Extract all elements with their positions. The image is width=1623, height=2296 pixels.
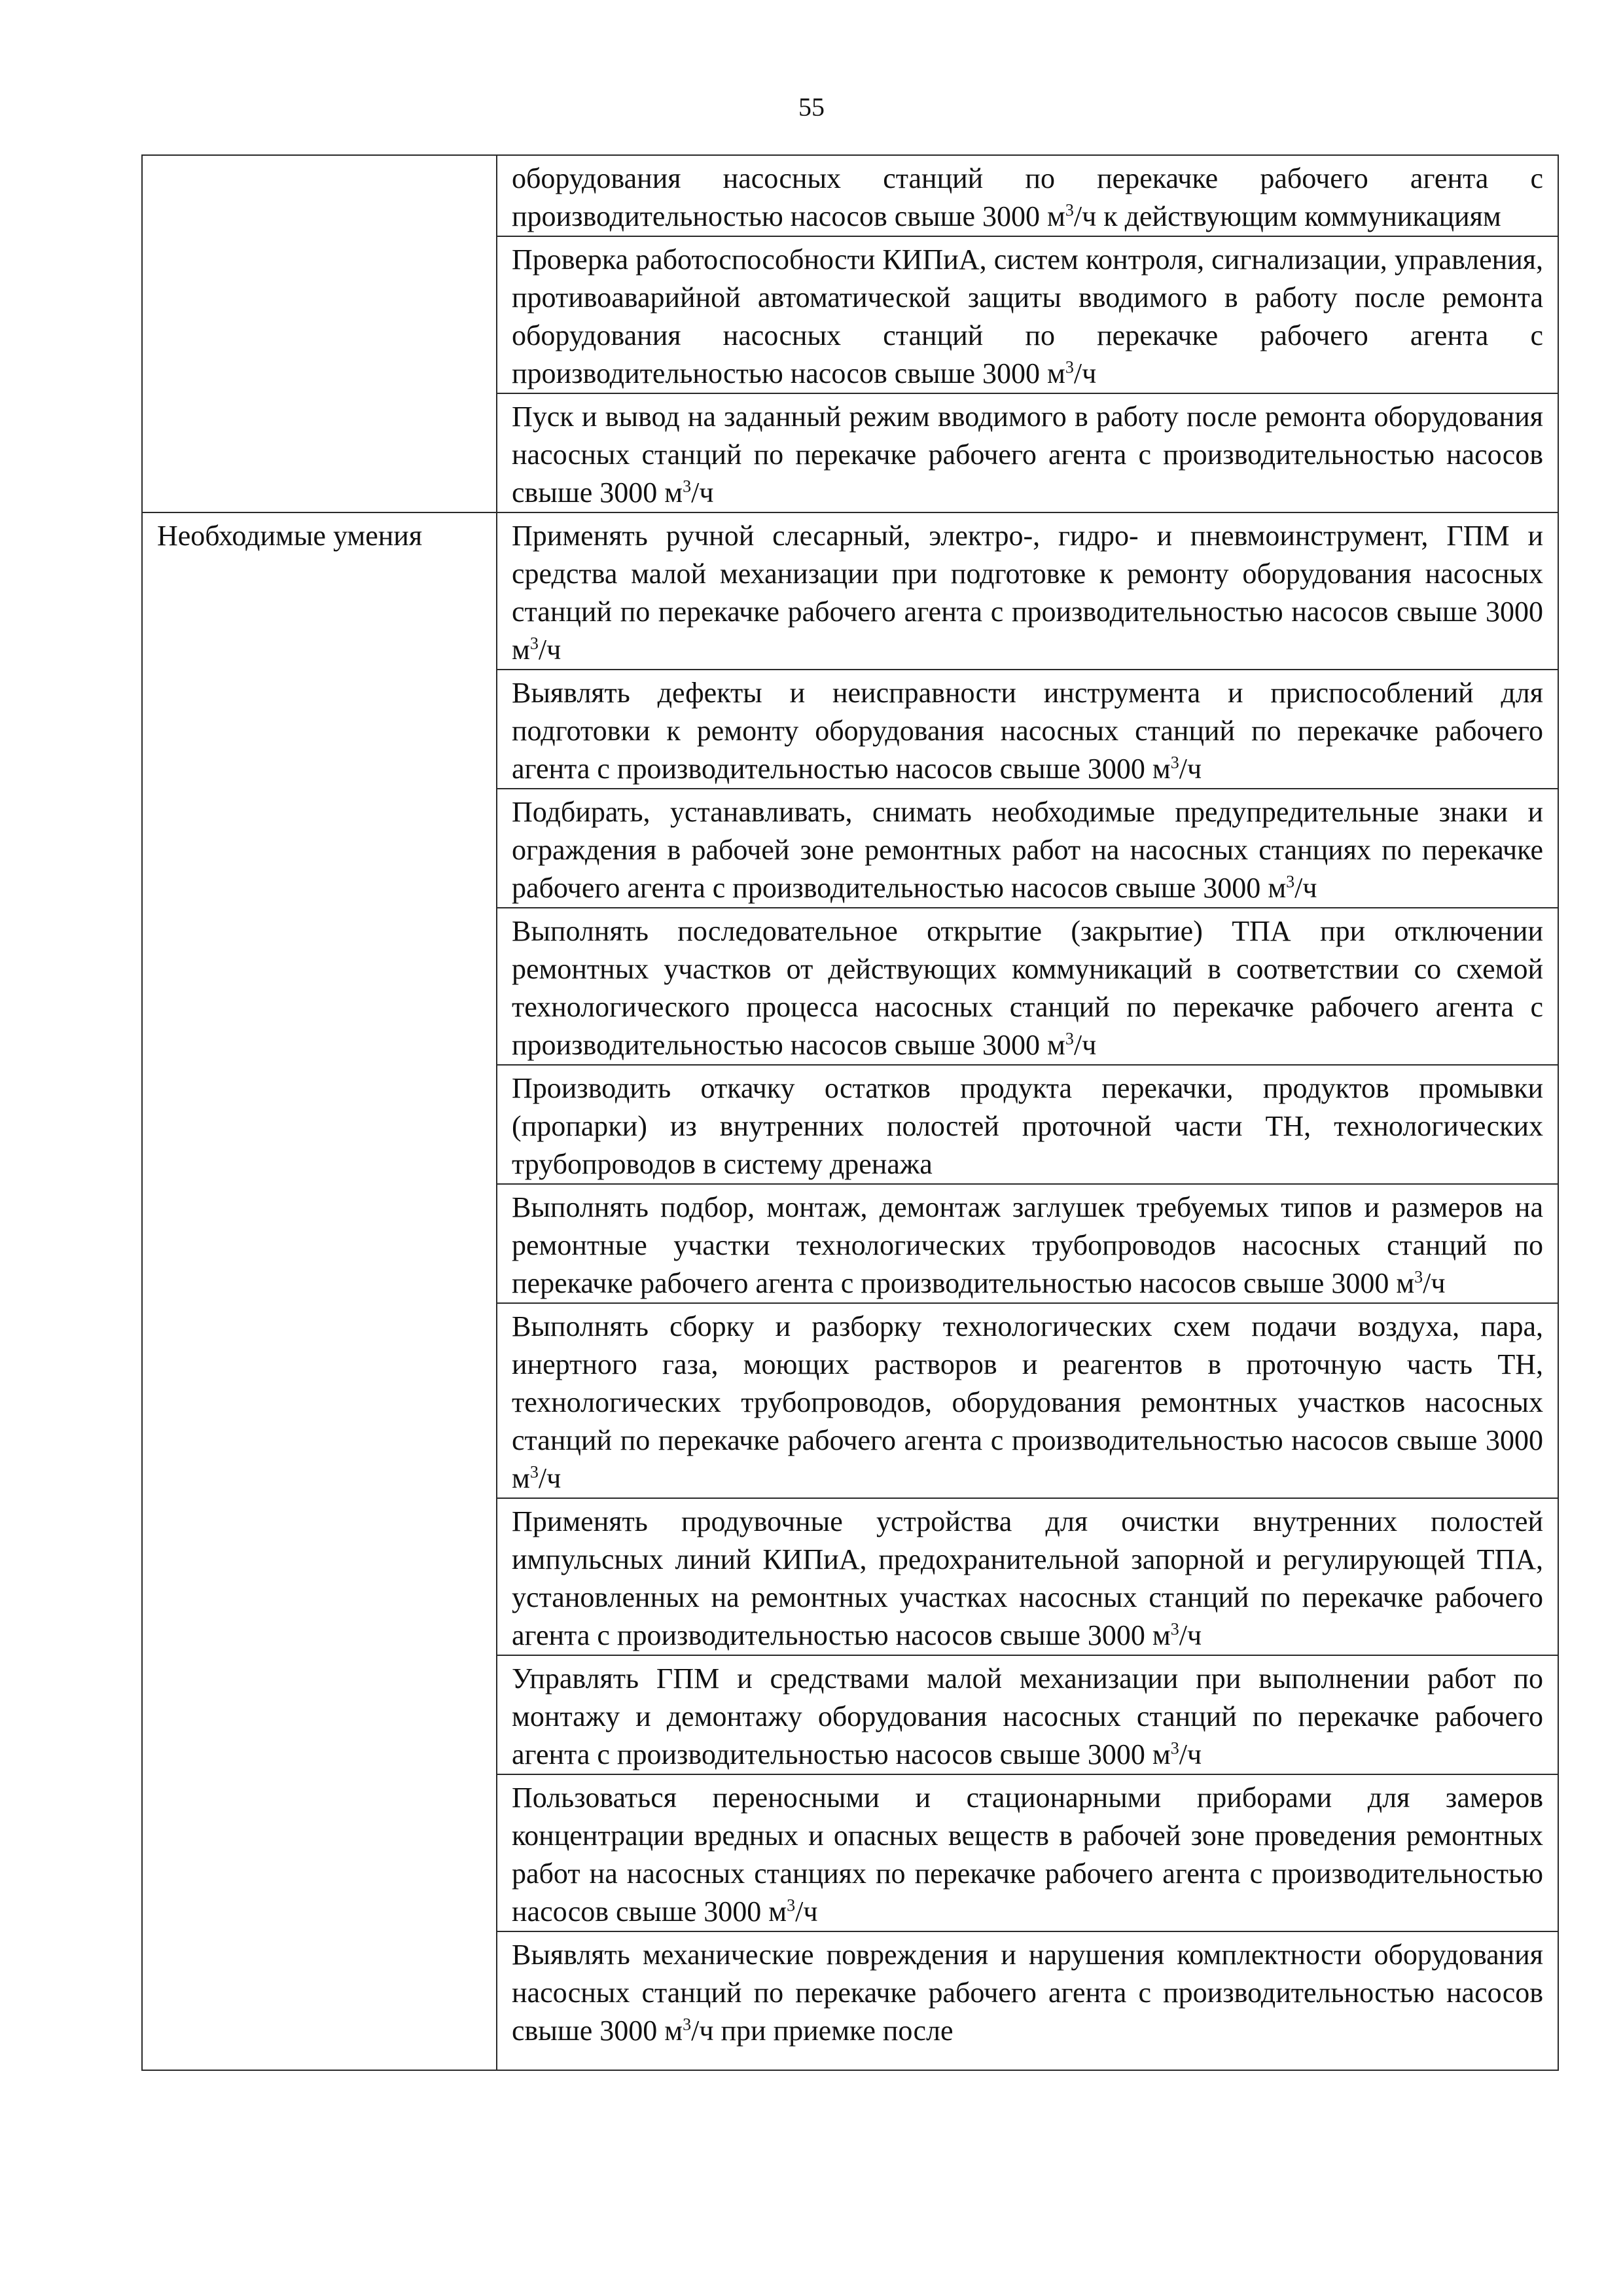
unit-base: м — [768, 1895, 787, 1928]
unit-exponent: 3 — [683, 2015, 692, 2034]
unit-tail: /ч — [795, 1895, 818, 1928]
requirement-text — [512, 160, 1543, 236]
unit-exponent: 3 — [1170, 1619, 1179, 1639]
requirement-cell — [497, 1065, 1558, 1184]
requirement-text — [512, 1779, 1543, 1931]
table-row — [142, 512, 1558, 670]
unit-tail: /ч — [1073, 200, 1097, 232]
section-label-cell — [142, 512, 497, 2070]
unit-tail: /ч — [1073, 1029, 1097, 1061]
requirement-text — [512, 1189, 1543, 1302]
unit-exponent: 3 — [1170, 753, 1179, 772]
unit-base: м — [512, 634, 530, 666]
unit-exponent: 3 — [1065, 200, 1074, 220]
requirement-cell — [497, 1184, 1558, 1303]
unit-base: м — [1047, 357, 1065, 389]
unit-base: м — [1047, 1029, 1065, 1061]
unit-base: м — [512, 1462, 530, 1494]
requirement-text — [512, 398, 1543, 512]
requirement-text — [512, 674, 1543, 788]
requirements-table — [141, 154, 1559, 2071]
requirement-text — [512, 517, 1543, 669]
unit-tail: /ч — [1073, 357, 1097, 389]
unit-base: м — [1152, 1738, 1171, 1770]
requirement-text — [512, 1936, 1543, 2070]
requirement-text — [512, 241, 1543, 393]
unit-exponent: 3 — [1065, 357, 1074, 377]
unit-base: м — [664, 2015, 683, 2047]
unit-base: м — [1152, 753, 1171, 785]
requirement-cell — [497, 1655, 1558, 1774]
page-number: 55 — [798, 92, 825, 122]
unit-tail: /ч — [538, 1462, 562, 1494]
unit-base: м — [1268, 872, 1287, 904]
unit-tail: /ч — [538, 634, 562, 666]
unit-base: м — [664, 476, 683, 509]
unit-base: м — [1396, 1267, 1415, 1299]
requirement-main-text: Выполнять последовательное открытие (закрытие) ТПА при отключении ремонтных участков от действующих коммуникаций в соответствии со схемой технологического процесса насосных станций по перекачке рабочего агента с производительностью насосов свыше 3000 — [512, 915, 1543, 1061]
requirement-main-text: Применять ручной слесарный, электро-, гидро- и пневмоинструмент, ГПМ и средства малой механизации при подготовке к ремонту оборудования насосных станций по перекачке рабочего агента с производительностью насосов свыше 3000 — [512, 520, 1543, 628]
requirement-main-text: Пуск и вывод на заданный режим вводимого в работу после ремонта оборудования насосных станций по перекачке рабочего агента с производительностью насосов свыше 3000 — [512, 401, 1543, 509]
requirement-cell — [497, 670, 1558, 789]
requirement-main-text: Выполнять подбор, монтаж, демонтаж заглушек требуемых типов и размеров на ремонтные участки технологических трубопроводов насосных станций по перекачке рабочего агента с производительностью насосов свыше 3000 — [512, 1191, 1543, 1299]
unit-exponent: 3 — [787, 1895, 796, 1915]
unit-tail: /ч — [691, 2015, 714, 2047]
requirement-cell — [497, 1498, 1558, 1655]
unit-exponent: 3 — [683, 476, 692, 496]
requirement-cell — [497, 236, 1558, 393]
unit-tail: /ч — [1179, 1738, 1202, 1770]
requirement-cell — [497, 155, 1558, 236]
requirement-text — [512, 1308, 1543, 1498]
unit-exponent: 3 — [529, 634, 539, 653]
section-label-cell — [142, 155, 497, 512]
unit-tail: /ч — [1179, 753, 1202, 785]
unit-exponent: 3 — [1065, 1029, 1074, 1049]
requirement-main-text: оборудования насосных станций по перекачке рабочего агента с производительностью насосов свыше 3000 — [512, 162, 1543, 232]
requirement-text — [512, 1069, 1543, 1183]
unit-tail: /ч — [691, 476, 714, 509]
section-label: Необходимые умения — [157, 520, 423, 552]
unit-base: м — [1047, 200, 1065, 232]
requirement-text — [512, 912, 1543, 1064]
requirement-main-text: Выполнять сборку и разборку технологических схем подачи воздуха, пара, инертного газа, моющих растворов и реагентов в проточную часть ТН, технологических трубопроводов, оборудования ремонтных участков насосных станций по перекачке рабочего агента с производительностью насосов свыше 3000 — [512, 1310, 1543, 1456]
requirement-tail-text: к действующим коммуникациям — [1096, 200, 1501, 232]
unit-exponent: 3 — [1170, 1738, 1179, 1758]
requirement-cell — [497, 1931, 1558, 2070]
unit-base: м — [1152, 1619, 1171, 1651]
unit-exponent: 3 — [1414, 1267, 1423, 1287]
unit-exponent: 3 — [1286, 872, 1295, 891]
table-row — [142, 155, 1558, 236]
unit-tail: /ч — [1179, 1619, 1202, 1651]
unit-exponent: 3 — [529, 1462, 539, 1482]
requirement-text — [512, 1660, 1543, 1774]
requirement-main-text: Применять продувочные устройства для очистки внутренних полостей импульсных линий КИПиА, предохранительной запорной и регулирующей ТПА, установленных на ремонтных участках насосных станций по перекачке рабочего агента с производительностью насосов свыше 3000 — [512, 1505, 1543, 1651]
unit-tail: /ч — [1423, 1267, 1446, 1299]
requirement-cell — [497, 789, 1558, 908]
requirement-cell — [497, 908, 1558, 1065]
requirement-cell — [497, 393, 1558, 512]
requirement-cell — [497, 1774, 1558, 1931]
requirement-cell — [497, 1303, 1558, 1498]
requirement-text — [512, 1503, 1543, 1655]
unit-tail: /ч — [1294, 872, 1317, 904]
requirement-main-text: Подбирать, устанавливать, снимать необходимые предупредительные знаки и ограждения в рабочей зоне ремонтных работ на насосных станциях по перекачке рабочего агента с производительностью насосов свыше 3000 — [512, 796, 1543, 904]
requirement-main-text: Пользоваться переносными и стационарными приборами для замеров концентрации вредных и опасных веществ в рабочей зоне проведения ремонтных работ на насосных станциях по перекачке рабочего агента с производительностью насосов свыше 3000 — [512, 1782, 1543, 1928]
requirement-main-text: Выявлять дефекты и неисправности инструмента и приспособлений для подготовки к ремонту оборудования насосных станций по перекачке рабочего агента с производительностью насосов свыше 3000 — [512, 677, 1543, 785]
requirement-text — [512, 793, 1543, 907]
requirement-main-text: Проверка работоспособности КИПиА, систем контроля, сигнализации, управления, противоаварийной автоматической защиты вводимого в работу после ремонта оборудования насосных станций по перекачке рабочего агента с производительностью насосов свыше 3000 — [512, 243, 1543, 389]
requirement-main-text: Выявлять механические повреждения и нарушения комплектности оборудования насосных станций по перекачке рабочего агента с производительностью насосов свыше 3000 — [512, 1939, 1543, 2047]
requirement-cell — [497, 512, 1558, 670]
requirement-main-text: Управлять ГПМ и средствами малой механизации при выполнении работ по монтажу и демонтажу оборудования насосных станций по перекачке рабочего агента с производительностью насосов свыше 3000 — [512, 1662, 1543, 1770]
requirement-tail-text: при приемке после — [713, 2015, 954, 2047]
requirement-main-text: Производить откачку остатков продукта перекачки, продуктов промывки (пропарки) из внутренних полостей проточной части ТН, технологических трубопроводов в систему дренажа — [512, 1072, 1543, 1180]
